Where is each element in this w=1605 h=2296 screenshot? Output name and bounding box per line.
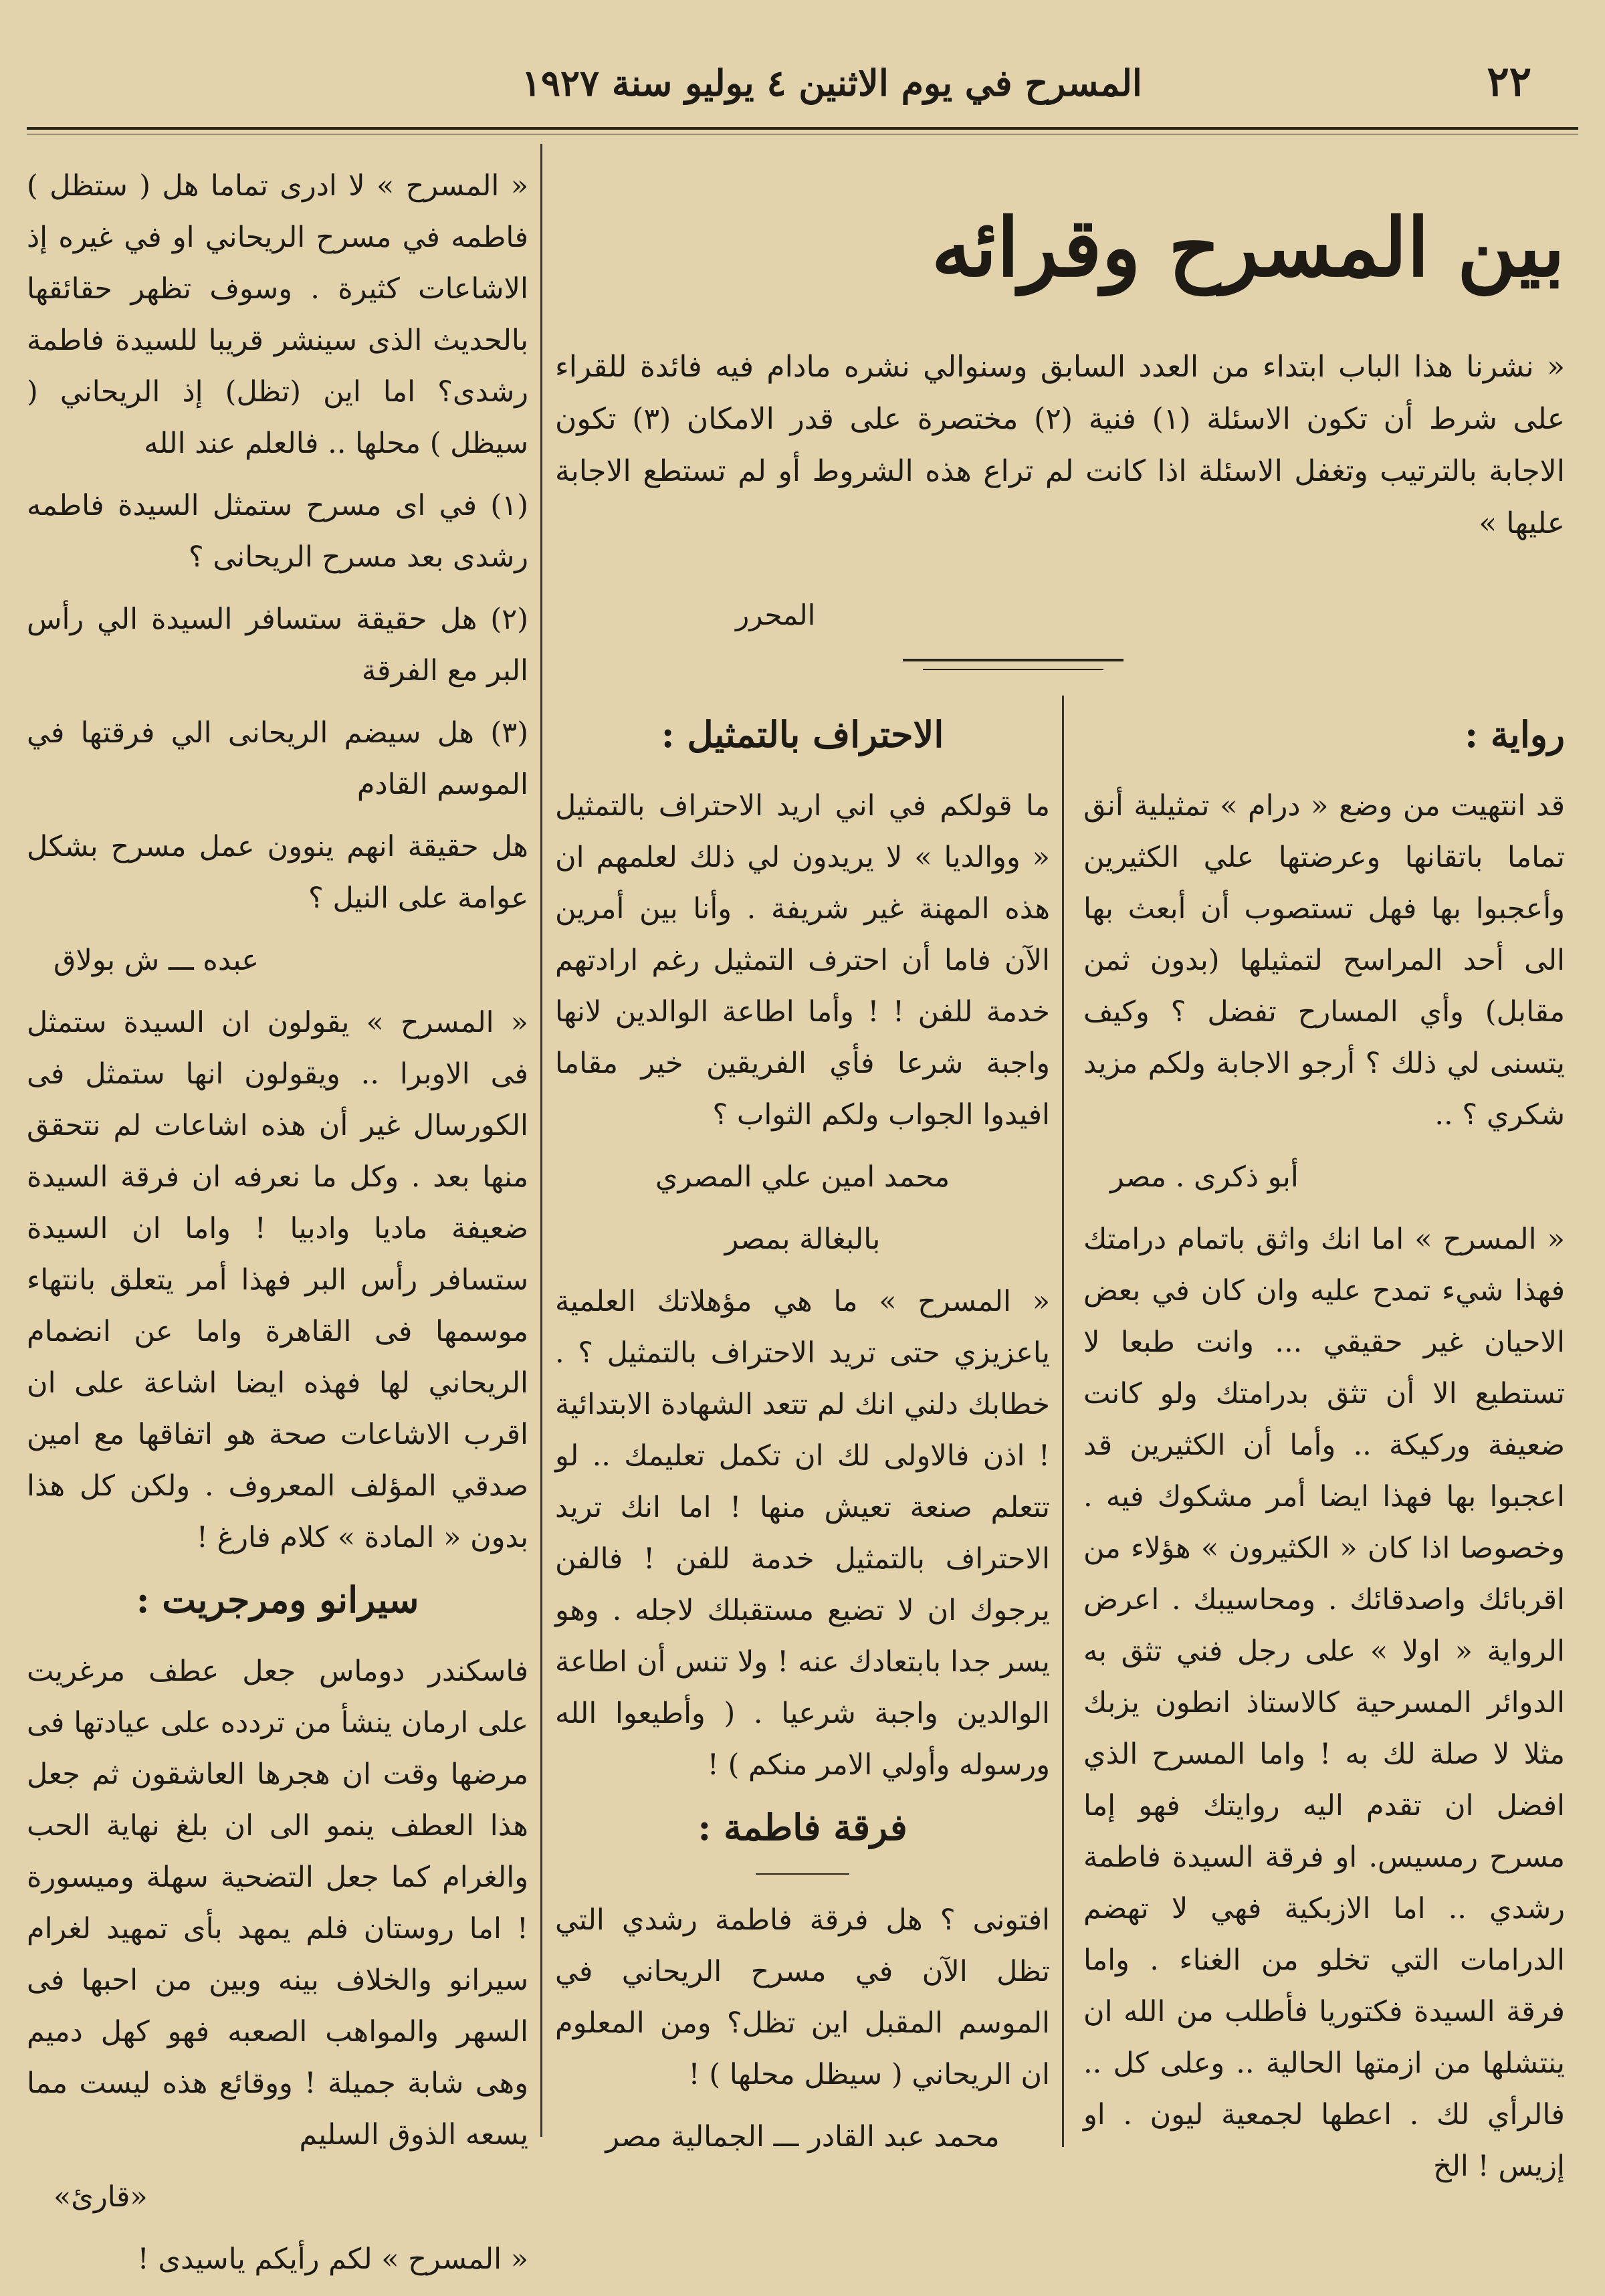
question-1: (١) في اى مسرح ستمثل السيدة فاطمه رشدى بعد مسرح الريحانى ؟ — [27, 489, 528, 574]
article-heading-firqat-fatima: فرقة فاطمة : — [698, 1806, 907, 1849]
ornament-rule — [903, 659, 1124, 661]
letter-text: افتونى ؟ هل فرقة فاطمة رشدي التي تظل الآن في مسرح الريحاني في الموسم المقبل اين تظل؟ ومن المعلوم ان الريحاني ( سيظل محلها ) ! — [555, 1903, 1050, 2091]
question-2: (٢) هل حقيقة ستسافر السيدة الي رأس البر مع الفرقة — [27, 603, 528, 688]
editor-reply: « المسرح » لا ادرى تماما هل ( ستظل ) فاطمه في مسرح الريحاني او في غيره إذ الاشاعات كثيرة . وسوف تظهر حقائقها بالحديث الذى سينشر قريبا للسيدة فاطمة رشدى؟ اما اين (تظل) إذ الريحاني ( سيظل ) محلها .. فالعلم عند الله — [27, 169, 528, 460]
article-heading-riwaya: رواية : — [1465, 713, 1565, 756]
editor-reply: « المسرح » ما هي مؤهلاتك العلمية ياعزيزي حتى تريد الاحتراف بالتمثيل ؟ . خطابك دلني انك لم تتعد الشهادة الابتدائية ! اذن فالاولى لك ان تكمل تعليمك .. لو تتعلم صنعة تعيش منها ! اما انك تريد الاحتراف بالتمثيل خدمة للفن ! فالفن يرجوك ان لا تضيع مستقبلك لاجله . وهو يسر جدا بابتعادك عنه ! ولا تنس أن اطاعة الوالدين واجبة شرعيا . ( وأطيعوا الله ورسوله وأولي الامر منكم ) ! — [555, 1285, 1050, 1782]
column-left — [27, 161, 528, 2296]
editor-reply: « المسرح » اما انك واثق باتمام درامتك فهذا شيء تمدح عليه وان كان في بعض الاحيان غير حقيقي ... وانت طبعا لا تستطيع الا أن تثق بدرامتك ولو كانت ضعيفة وركيكة .. وأما أن الكثيرين قد اعجبوا بها فهذا ايضا أمر مشكوك فيه . وخصوصا اذا كان « الكثيرون » هؤلاء من اقربائك واصدقائك . ومحاسيبك . اعرض الرواية « اولا » على رجل فني تثق به الدوائر المسرحية كالاستاذ انطون يزبك مثلا لا صلة لك به ! واما المسرح الذي افضل ان تقدم اليه روايتك فهو إما مسرح رمسيس. او فرقة السيدة فاطمة رشدي .. اما الازبكية فهي لا تهضم الدرامات التي تخلو من الغناء . واما فرقة السيدة فكتوريا فأطلب من الله ان ينتشلها من ازمتها الحالية .. وعلى كل .. فالرأي لك . اعطها لجمعية ليون . او إزيس ! الخ — [1083, 1223, 1565, 2183]
column-middle — [555, 709, 1050, 2174]
letter-text: فاسكندر دوماس جعل عطف مرغريت على ارمان ينشأ من تردده على عيادتها فى مرضها وقت ان هجرها العاشقون ثم جعل هذا العطف ينمو الى ان بلغ نهاية الحب والغرام كما جعل التضحية سهلة وميسورة ! اما روستان فلم يمهد بأى تمهيد لغرام سيرانو والخلاف بينه وبين من احبها فى السهر والمواهب الصعبه فهو كهل دميم وهى شابة جميلة ! ووقائع هذه ليست مما يسعه الذوق السليم — [27, 1655, 528, 2152]
header-rule — [27, 127, 1578, 130]
page-number: ٢٢ — [1487, 57, 1531, 106]
letter-address: بالبغالة بمصر — [724, 1223, 881, 1256]
ornament-rule-thin — [923, 669, 1103, 670]
section-intro: « نشرنا هذا الباب ابتداء من العدد السابق وسنوالي نشره مادام فيه فائدة للقراء على شرط أن تكون الاسئلة (١) فنية (٢) مختصرة على قدر الامكان (٣) تكون الاجابة بالترتيب وتغفل الاسئلة اذا كانت لم تراع هذه الشروط أو لم تستطع الاجابة عليها » — [555, 350, 1566, 540]
letter-text: قد انتهيت من وضع « درام » تمثيلية أنق تماما باتقانها وعرضتها علي الكثيرين وأعجبوا بها فهل تستصوب أن أبعث بها الى أحد المراسح لتمثيلها (بدون ثمن مقابل) وأي المسارح تفضل ؟ وكيف يتسنى لي ذلك ؟ أرجو الاجابة ولكم مزيد شكري ؟ .. — [1083, 789, 1565, 1132]
editor-reply: « المسرح » يقولون ان السيدة ستمثل فى الاوبرا .. ويقولون انها ستمثل فى الكورسال غير أن هذه اشاعات لم نتحقق منها بعد . وكل ما نعرفه ان فرقة السيدة ضعيفة ماديا وادبيا ! واما ان السيدة ستسافر رأس البر فهذا أمر يتعلق بانتهاء موسمها فى القاهرة واما عن انضمام الريحاني لها فهذه ايضا اشاعة على ان اقرب الاشاعات صحة هو اتفاقها مع امين صدقي المؤلف المعروف . ولكن كل هذا بدون « المادة » كلام فارغ ! — [27, 1006, 528, 1554]
column-right — [1083, 709, 1565, 2203]
editor-signature: المحرر — [736, 599, 816, 631]
article-heading-ihtiraf: الاحتراف بالتمثيل : — [661, 713, 944, 756]
article-heading-cyrano: سيرانو ومرجريت : — [136, 1578, 419, 1621]
letter-text: ما قولكم في اني اريد الاحتراف بالتمثيل « ووالديا » لا يريدون لي ذلك لعلمهم ان هذه المهنة غير شريفة . وأنا بين أمرين الآن فاما أن احترف التمثيل رغم ارادتهم خدمة للفن ! ! وأما اطاعة الوالدين لانها واجبة شرعا فأي الفريقين خير مقاما افيدوا الجواب ولكم الثواب ؟ — [555, 789, 1050, 1132]
letter-signature: «قارئ» — [54, 2180, 148, 2214]
column-divider-right — [1062, 696, 1064, 2147]
column-divider-left — [540, 144, 542, 2137]
issue-line: المسرح في يوم الاثنين ٤ يوليو سنة ١٩٢٧ — [522, 62, 1142, 104]
letter-signature: أبو ذكرى . مصر — [1110, 1160, 1299, 1194]
editor-reply: « المسرح » لكم رأيكم ياسيدى ! — [137, 2242, 528, 2276]
heading-underline — [756, 1873, 849, 1875]
letter-signature: عبده ـــ ش بولاق — [54, 944, 259, 977]
letter-signature: محمد امين علي المصري — [655, 1160, 950, 1194]
question-3: (٣) هل سيضم الريحانى الي فرقتها في الموسم القادم — [27, 716, 528, 801]
section-title: بين المسرح وقرائه — [931, 201, 1565, 295]
question-4: هل حقيقة انهم ينوون عمل مسرح بشكل عوامة على النيل ؟ — [27, 830, 528, 915]
page-header — [40, 54, 1565, 127]
letter-signature: محمد عبد القادر ـــ الجمالية مصر — [605, 2120, 1000, 2154]
